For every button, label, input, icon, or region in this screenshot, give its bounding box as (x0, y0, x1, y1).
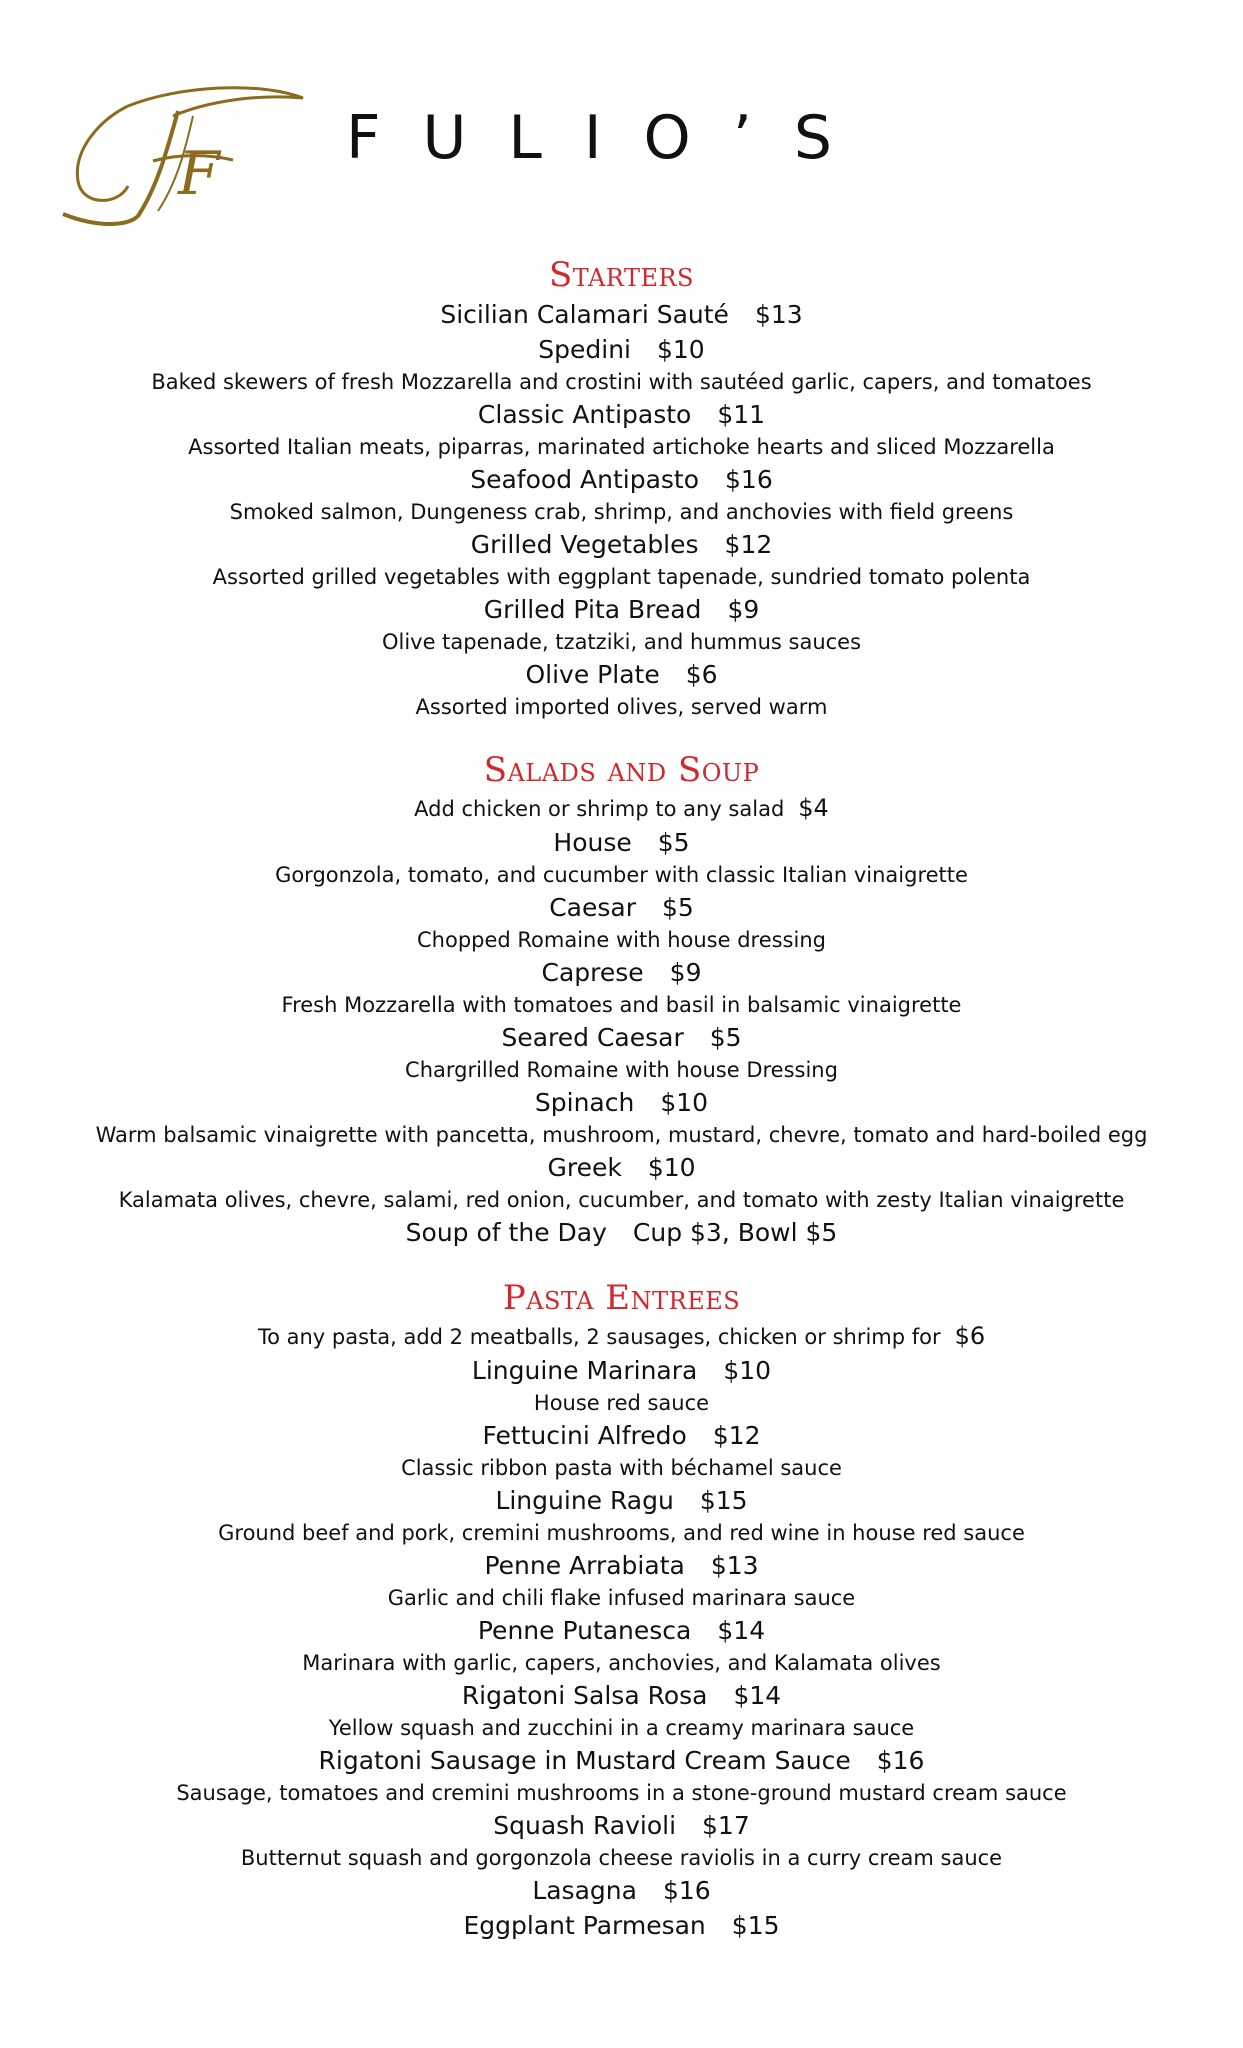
menu-item-description: Assorted Italian meats, piparras, marinated artichoke hearts and sliced Mozzarella (188, 435, 1055, 459)
menu-item (0, 1743, 1243, 1808)
menu-item (0, 462, 1243, 527)
menu-item-price: $10 (723, 1356, 772, 1385)
menu-item-description: Assorted imported olives, served warm (415, 695, 828, 719)
menu-item (0, 1085, 1243, 1150)
menu-item-line (0, 1678, 1243, 1713)
section-title: Salads and Soup (483, 750, 760, 790)
menu-item-name: Rigatoni Salsa Rosa (461, 1681, 708, 1710)
menu-item (0, 1873, 1243, 1908)
menu-section (0, 748, 1243, 1250)
menu-item-name: Olive Plate (525, 660, 660, 689)
menu-item-line (0, 1150, 1243, 1185)
menu-item-line (0, 955, 1243, 990)
menu-item-price: $12 (712, 1421, 761, 1450)
menu-item-line (0, 527, 1243, 562)
menu-item-name: House (553, 828, 632, 857)
menu-item-line (0, 657, 1243, 692)
menu-item-line (0, 397, 1243, 432)
menu-item-line (0, 297, 1243, 332)
menu-item-price: $13 (710, 1551, 759, 1580)
menu-item-line (0, 1808, 1243, 1843)
menu-item (0, 1678, 1243, 1743)
menu-item-name: Penne Putanesca (477, 1616, 692, 1645)
menu-item-name: Rigatoni Sausage in Mustard Cream Sauce (318, 1746, 851, 1775)
menu-item-description: Chargrilled Romaine with house Dressing (405, 1058, 838, 1082)
menu-item-price: $16 (662, 1876, 711, 1905)
menu-item-name: Caesar (549, 893, 636, 922)
menu-item-line (0, 825, 1243, 860)
menu-item-list (0, 1353, 1243, 1943)
menu-item-line (0, 1353, 1243, 1388)
menu-item-description: Yellow squash and zucchini in a creamy marinara sauce (328, 1716, 915, 1740)
menu-item-price: $15 (731, 1911, 780, 1940)
menu-section (0, 253, 1243, 722)
menu-item (0, 1353, 1243, 1418)
menu-item-price: $15 (699, 1486, 748, 1515)
menu-item (0, 592, 1243, 657)
menu-item-price: $14 (717, 1616, 766, 1645)
menu-item (0, 1418, 1243, 1483)
menu-section (0, 1276, 1243, 1943)
monogram-letter: F (178, 139, 220, 209)
menu-item-description: Olive tapenade, tzatziki, and hummus sauces (381, 630, 862, 654)
menu-item-description: Marinara with garlic, capers, anchovies, and Kalamata olives (302, 1651, 941, 1675)
menu-item (0, 1483, 1243, 1548)
menu-item-price: $16 (876, 1746, 925, 1775)
section-note-price: $4 (798, 794, 829, 822)
menu-item-name: Sicilian Calamari Sauté (440, 300, 729, 329)
menu-item-name: Linguine Ragu (495, 1486, 674, 1515)
menu-item-description: Chopped Romaine with house dressing (417, 928, 826, 952)
menu-item-line (0, 1085, 1243, 1120)
menu-item (0, 825, 1243, 890)
menu-item-description: Assorted grilled vegetables with eggplant tapenade, sundried tomato polenta (212, 565, 1031, 589)
menu-item (0, 332, 1243, 397)
section-note (0, 792, 1243, 825)
menu-header (0, 0, 1243, 230)
menu-item-description: Smoked salmon, Dungeness crab, shrimp, and anchovies with field greens (229, 500, 1014, 524)
menu-item-name: Classic Antipasto (477, 400, 692, 429)
menu-item-description: Baked skewers of fresh Mozzarella and crostini with sautéed garlic, capers, and tomatoes (151, 370, 1092, 394)
menu-item-line (0, 1908, 1243, 1943)
menu-item-name: Spinach (534, 1088, 635, 1117)
section-note-text: Add chicken or shrimp to any salad (414, 797, 785, 821)
menu-item-name: Greek (547, 1153, 622, 1182)
section-title: Pasta Entrees (502, 1278, 741, 1318)
menu-item-line (0, 592, 1243, 627)
menu-item-description: Butternut squash and gorgonzola cheese raviolis in a curry cream sauce (240, 1846, 1003, 1870)
menu-item (0, 1215, 1243, 1250)
menu-item-description: Warm balsamic vinaigrette with pancetta, mushroom, mustard, chevre, tomato and hard-boiled egg (95, 1123, 1148, 1147)
menu-item-price: $10 (657, 335, 705, 364)
menu-item-price: $9 (727, 595, 760, 624)
menu-item-name: Soup of the Day (405, 1218, 607, 1247)
menu-item-price: $10 (647, 1153, 696, 1182)
menu-item-price: $16 (725, 465, 773, 494)
menu-item (0, 955, 1243, 1020)
menu-item-line (0, 1873, 1243, 1908)
menu-item-list (0, 297, 1243, 722)
menu-item-description: Garlic and chili flake infused marinara sauce (387, 1586, 856, 1610)
menu-item-line (0, 1743, 1243, 1778)
menu-item-line (0, 332, 1243, 367)
menu-item (0, 890, 1243, 955)
menu-item-description: House red sauce (533, 1391, 710, 1415)
menu-item-price: $13 (754, 300, 803, 329)
menu-item-line (0, 890, 1243, 925)
menu-item-line (0, 1548, 1243, 1583)
menu-item-name: Penne Arrabiata (484, 1551, 685, 1580)
section-title: Starters (548, 255, 694, 295)
menu-item-price: $5 (661, 893, 694, 922)
menu-item (0, 297, 1243, 332)
menu-item (0, 657, 1243, 722)
menu-item-price: $11 (717, 400, 766, 429)
menu-item-price: $12 (724, 530, 773, 559)
menu-item (0, 397, 1243, 462)
restaurant-name: FULIO’S (346, 103, 874, 173)
menu-item (0, 1020, 1243, 1085)
menu-item-name: Seafood Antipasto (470, 465, 700, 494)
menu-item-price: $10 (660, 1088, 709, 1117)
menu-item-price: $5 (657, 828, 690, 857)
menu-item-description: Gorgonzola, tomato, and cucumber with classic Italian vinaigrette (275, 863, 968, 887)
menu-item-price: $17 (702, 1811, 750, 1840)
menu-item (0, 1908, 1243, 1943)
menu-item-name: Caprese (541, 958, 644, 987)
menu-item-name: Squash Ravioli (493, 1811, 677, 1840)
menu-item (0, 1613, 1243, 1678)
menu-item-line (0, 462, 1243, 497)
menu-item-name: Fettucini Alfredo (482, 1421, 687, 1450)
menu-item-name: Linguine Marinara (471, 1356, 698, 1385)
menu-item-line (0, 1613, 1243, 1648)
menu-item-name: Grilled Vegetables (470, 530, 699, 559)
section-note (0, 1320, 1243, 1353)
menu-item-line (0, 1483, 1243, 1518)
section-note-price: $6 (954, 1322, 986, 1350)
menu-item-description: Fresh Mozzarella with tomatoes and basil in balsamic vinaigrette (281, 993, 962, 1017)
menu-item-description: Classic ribbon pasta with béchamel sauce (401, 1456, 842, 1480)
menu-item (0, 527, 1243, 592)
menu-item-description: Kalamata olives, chevre, salami, red onion, cucumber, and tomato with zesty Italian vinaigrette (118, 1188, 1125, 1212)
menu-item-list (0, 825, 1243, 1250)
menu-item (0, 1548, 1243, 1613)
menu-item-name: Spedini (538, 335, 631, 364)
menu-item-line (0, 1418, 1243, 1453)
menu-item-price: $14 (733, 1681, 782, 1710)
section-note-text: To any pasta, add 2 meatballs, 2 sausages, chicken or shrimp for (257, 1325, 941, 1349)
menu-item-line (0, 1215, 1243, 1250)
menu-item-price: $6 (685, 660, 718, 689)
menu-item-name: Eggplant Parmesan (463, 1911, 706, 1940)
menu-item-price: $9 (669, 958, 702, 987)
menu-item-price: $5 (709, 1023, 742, 1052)
menu-item (0, 1150, 1243, 1215)
menu-item-name: Lasagna (532, 1876, 637, 1905)
menu-item-line (0, 1020, 1243, 1055)
menu-item-description: Ground beef and pork, cremini mushrooms, and red wine in house red sauce (218, 1521, 1025, 1545)
menu-item-name: Grilled Pita Bread (483, 595, 702, 624)
menu-item-description: Sausage, tomatoes and cremini mushrooms in a stone-ground mustard cream sauce (176, 1781, 1067, 1805)
menu-item (0, 1808, 1243, 1873)
menu-body (0, 253, 1243, 1943)
menu-item-price: Cup $3, Bowl $5 (632, 1218, 838, 1247)
menu-item-name: Seared Caesar (501, 1023, 684, 1052)
monogram-logo (58, 76, 308, 226)
